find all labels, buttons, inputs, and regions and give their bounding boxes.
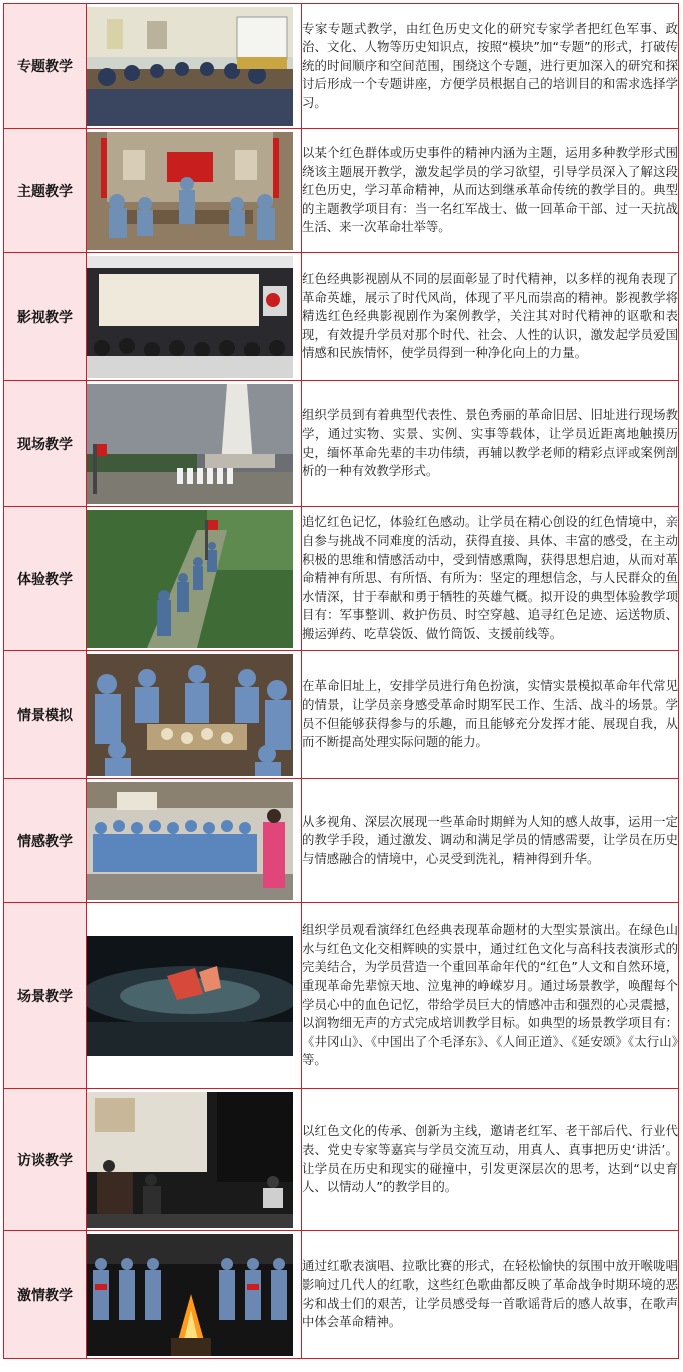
row-category: 专题教学 [4,4,87,129]
monument-site-photo [87,384,293,504]
row-description: 以某个红色群体或历史事件的精神内涵为主题，运用多种教学形式围绕该主题展开教学，激发起学员的学习欲望，引导学员深入了解这段红色历史，学习革命精神，从而达到继承革命传统的教学目的。典型的主题教学项目有：当一名红军战士、做一回革命干部、过一天抗战生活、来一次革命壮举等。 [302,129,679,253]
row-category: 激情教学 [4,1231,87,1359]
group-meal-photo [87,654,293,776]
table-row [4,381,679,507]
table-row [4,129,679,253]
mountain-march-photo [87,510,293,648]
storytelling-photo [87,782,293,900]
campfire-singing-photo [87,1234,293,1356]
interview-stage-photo [87,1092,293,1228]
row-category: 访谈教学 [4,1089,87,1231]
table-row [4,253,679,381]
table-row [4,779,679,903]
row-category: 体验教学 [4,507,87,651]
stage-show-photo [87,936,293,1056]
teaching-methods-table [3,3,679,1359]
table-row [4,651,679,779]
row-description: 红色经典影视剧从不同的层面彰显了时代精神，以多样的视角表现了革命英雄，展示了时代风尚，体现了平凡而崇高的精神。影视教学将精选红色经典影视剧作为案例教学，关注其对时代精神的讴歌和表现，有效提升学员对那个时代、社会、人性的认识，激发起学员爱国情感和民族情怀，使学员得到一种净化向上的力量。 [302,253,679,381]
row-description: 在革命旧址上，安排学员进行角色扮演，实情实景模拟革命年代常见的情景，让学员亲身感受革命时期军民工作、生活、战斗的场景。学员不但能够获得参与的乐趣，而且能够充分发挥才能、展现自我，从而不断提高处理实际问题的能力。 [302,651,679,779]
row-description: 从多视角、深层次展现一些革命时期鲜为人知的感人故事，运用一定的教学手段，通过激发、调动和满足学员的情感需要，让学员在历史与情感融合的情境中，心灵受到洗礼，精神得到升华。 [302,779,679,903]
row-description: 组织学员观看演绎红色经典表现革命题材的大型实景演出。在绿色山水与红色文化交相辉映的实景中，通过红色文化与高科技表演形式的完美结合，为学员营造一个重回革命年代的“红色”人文和自然环境，重现革命先辈惊天地、泣鬼神的峥嵘岁月。通过场景教学，唤醒每个学员心中的血色记忆，带给学员巨大的情感冲击和强烈的心灵震撼，以润物细无声的方式完成培训教学目标。如典型的场景教学项目有：《井冈山》、《中国出了个毛泽东》、《人间正道》、《延安颂》《太行山》等。 [302,903,679,1089]
seminar-room-photo [87,7,293,126]
table-row [4,507,679,651]
row-category: 情感教学 [4,779,87,903]
row-category: 现场教学 [4,381,87,507]
row-description: 组织学员到有着典型代表性、景色秀丽的革命旧居、旧址进行现场教学，通过实物、实景、实例、实事等载体，让学员近距离地触摸历史，缅怀革命先辈的丰功伟绩，再辅以教学老师的精彩点评或案例剖析的一种有效教学形式。 [302,381,679,507]
row-description: 以红色文化的传承、创新为主线，邀请老红军、老干部后代、行业代表、党史专家等嘉宾与学员交流互动，用真人、真事把历史‘讲活’。让学员在历史和现实的碰撞中，引发更深层次的思考，达到“以史育人、以情动人”的教学目的。 [302,1089,679,1231]
cinema-hall-photo [87,256,293,378]
table-row [4,1089,679,1231]
row-category: 影视教学 [4,253,87,381]
row-description: 专家专题式教学，由红色历史文化的研究专家学者把红色军事、政治、文化、人物等历史知识点，按照“模块”加“专题”的形式，打破传统的时间顺序和空间范围，围绕这个专题，进行更加深入的研究和探讨后形成一个专题讲座，方便学员根据自己的培训目的和需求选择学习。 [302,4,679,129]
table-row [4,903,679,1089]
table-row [4,1231,679,1359]
row-category: 情景模拟 [4,651,87,779]
row-description: 通过红歌表演唱、拉歌比赛的形式，在轻松愉快的氛围中放开喉咙唱影响过几代人的红歌，这些红色歌曲都反映了革命战争时期环境的恶劣和战士们的艰苦，让学员感受每一首歌谣背后的感人故事，在歌声中体会革命精神。 [302,1231,679,1359]
red-army-meeting-photo [87,132,293,250]
row-category: 主题教学 [4,129,87,253]
table-row [4,4,679,129]
row-category: 场景教学 [4,903,87,1089]
row-description: 追忆红色记忆，体验红色感动。让学员在精心创设的红色情境中，亲自参与挑战不同难度的活动，获得直接、具体、丰富的感受，在主动积极的思维和情感活动中，受到情感熏陶，获得思想启迪，从而对革命精神有所思、有所悟、有所为：坚定的理想信念，与人民群众的鱼水情深，甘于奉献和勇于牺牲的英雄气概。拟开设的典型体验教学项目有：军事整训、救护伤员、时空穿越、追寻红色足迹、运送物质、搬运弹药、吃草袋饭、做竹筒饭、支援前线等。 [302,507,679,651]
